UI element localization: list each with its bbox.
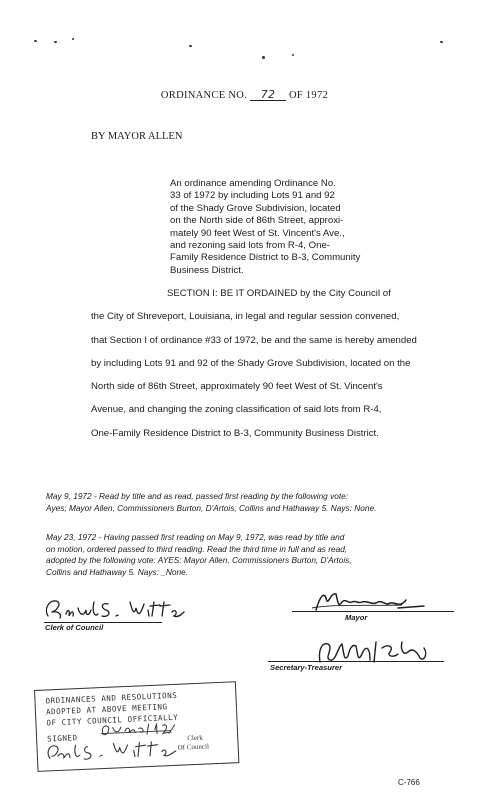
- stamp-line: ADOPTED AT ABOVE MEETING: [45, 702, 168, 717]
- treasurer-signature-line: [268, 661, 444, 662]
- ordinance-caption: [170, 178, 430, 277]
- final-passage-minute: [46, 532, 466, 578]
- ordinance-title: [0, 90, 489, 101]
- stamp-handwritten-date: [96, 719, 177, 738]
- scan-speck: [440, 41, 443, 43]
- caption-line: of the Shady Grove Subdivision, located: [170, 202, 341, 214]
- caption-line: Family Residence District to B-3, Community: [170, 252, 361, 264]
- body-line: North side of 86th Street, approximately 90 feet West of St. Vincent's: [91, 381, 383, 393]
- stamp-signed-label: SIGNED: [46, 733, 78, 744]
- stamp-line: ORDINANCES AND RESOLUTIONS: [45, 690, 178, 706]
- body-line: the City of Shreveport, Louisiana, in legal and regular session convened,: [91, 311, 400, 323]
- mayor-label: Mayor: [345, 613, 368, 622]
- body-line: Avenue, and changing the zoning classification of said lots from R-4,: [91, 404, 382, 416]
- caption-line: mately 90 feet West of St. Vincent's Ave.,: [170, 227, 345, 239]
- first-reading-minute: [46, 491, 466, 514]
- byline: BY MAYOR ALLEN: [91, 131, 183, 142]
- scan-speck: [54, 41, 57, 43]
- ordinance-prefix: ORDINANCE NO.: [160, 90, 248, 101]
- scan-speck: [72, 38, 74, 40]
- caption-line: 33 of 1972 by including Lots 91 and 92: [170, 190, 335, 202]
- document-id: C-766: [398, 778, 420, 787]
- clerk-signature: [42, 596, 192, 622]
- caption-line: An ordinance amending Ordinance No.: [170, 178, 336, 189]
- minute-line: Collins and Hathaway 5. Nays: _None.: [46, 566, 189, 577]
- minute-line: May 9, 1972 - Read by title and as read, passed first reading by the following vote:: [46, 491, 349, 501]
- ordinance-suffix: OF 1972: [288, 90, 329, 101]
- body-line: that Section I of ordinance #33 of 1972, be and the same is hereby amended: [91, 334, 417, 346]
- body-line: One-Family Residence District to B-3, Community Business District.: [91, 427, 379, 439]
- scan-speck: [292, 54, 294, 56]
- ordinance-number: 72: [250, 90, 286, 101]
- clerk-label: Clerk of Council: [45, 623, 104, 632]
- scan-speck: [189, 45, 192, 47]
- section-one-body: [91, 282, 431, 445]
- stamp-council-label: Of Council: [177, 742, 210, 752]
- minute-line: Ayes; Mayor Allen, Commissioners Burton, D'Artois, Collins and Hathaway 5. Nays: None.: [46, 502, 377, 513]
- stamp-clerk-label: Clerk: [187, 733, 203, 743]
- scan-speck: [34, 40, 37, 42]
- treasurer-label: Secretary-Treasurer: [270, 663, 343, 672]
- mayor-signature-line: [292, 611, 454, 612]
- minute-line: May 23, 1972 - Having passed first reading on May 9, 1972, was read by title and: [46, 532, 345, 542]
- caption-line: and rezoning said lots from R-4, One-: [170, 240, 330, 252]
- caption-line: Business District.: [170, 264, 244, 276]
- scan-speck: [262, 56, 265, 59]
- body-line: by including Lots 91 and 92 of the Shady Grove Subdivision, located on the: [91, 357, 411, 369]
- stamp-line: OF CITY COUNCIL OFFICIALLY: [46, 712, 179, 728]
- official-stamp: [34, 681, 239, 772]
- minute-line: on motion, ordered passed to third reading. Read the third time in full and as read,: [46, 543, 348, 554]
- body-line: SECTION I: BE IT ORDAINED by the City Council of: [167, 288, 391, 299]
- minute-line: adopted by the following vote: AYES: Mayor Allen, Commissioners Burton, D'Artois,: [46, 555, 352, 566]
- caption-line: on the North side of 86th Street, approxi-: [170, 215, 344, 227]
